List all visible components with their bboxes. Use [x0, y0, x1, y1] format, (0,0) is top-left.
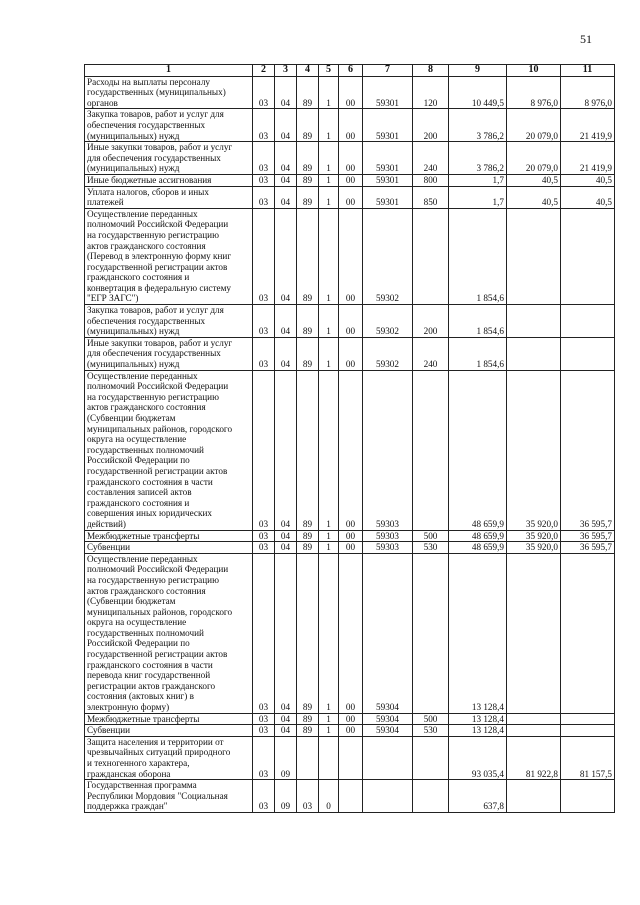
cell-col-7	[363, 780, 413, 813]
cell-col-10: 35 920,0	[507, 530, 561, 542]
cell-col-7: 59303	[363, 530, 413, 542]
table-row	[85, 542, 615, 554]
cell-col-10	[507, 725, 561, 737]
row-description: Иные закупки товаров, работ и услуг для обеспечения государственных (муниципальных) нужд	[85, 337, 253, 370]
cell-col-2: 03	[253, 370, 275, 530]
row-description: Осуществление переданных полномочий Российской Федерации на государственную регистрацию актов гражданского состояния (Перевод в электронную форму книг государственной регистрации актов гражданского состояния и конвертация в федеральную систему "ЕГР ЗАГС")	[85, 208, 253, 304]
cell-col-10	[507, 713, 561, 725]
cell-col-5: 1	[319, 305, 339, 338]
cell-col-6: 00	[339, 208, 363, 304]
cell-col-4: 89	[297, 186, 319, 208]
cell-col-6: 00	[339, 530, 363, 542]
cell-col-9: 48 659,9	[449, 530, 507, 542]
cell-col-2: 03	[253, 553, 275, 713]
cell-col-9: 637,8	[449, 780, 507, 813]
row-description: Иные закупки товаров, работ и услуг для обеспечения государственных (муниципальных) нужд	[85, 142, 253, 175]
cell-col-8: 800	[413, 174, 449, 186]
cell-col-7: 59304	[363, 725, 413, 737]
table-row	[85, 142, 615, 175]
cell-col-10: 81 922,8	[507, 736, 561, 779]
cell-col-3: 04	[275, 186, 297, 208]
cell-col-2: 03	[253, 725, 275, 737]
row-description: Межбюджетные трансферты	[85, 530, 253, 542]
header-row	[85, 65, 615, 77]
cell-col-4: 89	[297, 530, 319, 542]
cell-col-9: 1 854,6	[449, 208, 507, 304]
cell-col-6: 00	[339, 142, 363, 175]
cell-col-6: 00	[339, 305, 363, 338]
cell-col-4: 89	[297, 208, 319, 304]
cell-col-3: 04	[275, 370, 297, 530]
cell-col-10: 35 920,0	[507, 542, 561, 554]
cell-col-8: 500	[413, 530, 449, 542]
cell-col-7: 59304	[363, 553, 413, 713]
cell-col-10: 20 079,0	[507, 142, 561, 175]
column-header-9: 9	[449, 65, 507, 77]
table-row	[85, 780, 615, 813]
cell-col-2: 03	[253, 208, 275, 304]
table-row	[85, 553, 615, 713]
cell-col-8: 200	[413, 109, 449, 142]
cell-col-8: 200	[413, 305, 449, 338]
cell-col-3: 04	[275, 76, 297, 109]
cell-col-6: 00	[339, 174, 363, 186]
cell-col-3: 04	[275, 142, 297, 175]
cell-col-2: 03	[253, 337, 275, 370]
cell-col-10	[507, 553, 561, 713]
cell-col-3: 04	[275, 208, 297, 304]
cell-col-7: 59301	[363, 109, 413, 142]
table-row	[85, 186, 615, 208]
cell-col-11: 81 157,5	[561, 736, 615, 779]
cell-col-11: 36 595,7	[561, 530, 615, 542]
table-row	[85, 713, 615, 725]
table-row	[85, 174, 615, 186]
cell-col-10: 8 976,0	[507, 76, 561, 109]
row-description: Государственная программа Республики Мордовия "Социальная поддержка граждан"	[85, 780, 253, 813]
cell-col-4: 89	[297, 305, 319, 338]
cell-col-11: 36 595,7	[561, 542, 615, 554]
cell-col-3: 04	[275, 542, 297, 554]
cell-col-10: 35 920,0	[507, 370, 561, 530]
cell-col-5: 1	[319, 109, 339, 142]
column-header-1: 1	[85, 65, 253, 77]
cell-col-9: 13 128,4	[449, 725, 507, 737]
cell-col-5: 1	[319, 713, 339, 725]
cell-col-3: 04	[275, 725, 297, 737]
cell-col-10	[507, 208, 561, 304]
column-header-11: 11	[561, 65, 615, 77]
column-header-8: 8	[413, 65, 449, 77]
table-row	[85, 530, 615, 542]
cell-col-2: 03	[253, 109, 275, 142]
cell-col-9: 13 128,4	[449, 713, 507, 725]
cell-col-8: 500	[413, 713, 449, 725]
cell-col-6: 00	[339, 542, 363, 554]
cell-col-5: 1	[319, 337, 339, 370]
cell-col-11	[561, 208, 615, 304]
cell-col-3: 09	[275, 736, 297, 779]
row-description: Иные бюджетные ассигнования	[85, 174, 253, 186]
cell-col-4: 89	[297, 725, 319, 737]
cell-col-4: 89	[297, 542, 319, 554]
table-header	[85, 65, 615, 77]
column-header-3: 3	[275, 65, 297, 77]
cell-col-2: 03	[253, 780, 275, 813]
cell-col-5: 0	[319, 780, 339, 813]
cell-col-7: 59301	[363, 186, 413, 208]
row-description: Закупка товаров, работ и услуг для обеспечения государственных (муниципальных) нужд	[85, 305, 253, 338]
cell-col-9: 13 128,4	[449, 553, 507, 713]
cell-col-10: 40,5	[507, 186, 561, 208]
cell-col-5: 1	[319, 542, 339, 554]
cell-col-9: 1 854,6	[449, 337, 507, 370]
row-description: Субвенции	[85, 725, 253, 737]
cell-col-6	[339, 780, 363, 813]
cell-col-5: 1	[319, 530, 339, 542]
cell-col-4: 89	[297, 370, 319, 530]
cell-col-7: 59303	[363, 370, 413, 530]
cell-col-3: 04	[275, 530, 297, 542]
row-description: Расходы на выплаты персоналу государственных (муниципальных) органов	[85, 76, 253, 109]
cell-col-5: 1	[319, 725, 339, 737]
column-header-7: 7	[363, 65, 413, 77]
cell-col-10	[507, 337, 561, 370]
cell-col-4: 89	[297, 142, 319, 175]
cell-col-6: 00	[339, 370, 363, 530]
cell-col-9: 3 786,2	[449, 142, 507, 175]
cell-col-2: 03	[253, 530, 275, 542]
cell-col-7: 59302	[363, 337, 413, 370]
cell-col-9: 1 854,6	[449, 305, 507, 338]
table-row	[85, 337, 615, 370]
cell-col-2: 03	[253, 76, 275, 109]
page-number: 51	[580, 32, 592, 46]
cell-col-2: 03	[253, 142, 275, 175]
cell-col-8: 530	[413, 725, 449, 737]
cell-col-9: 48 659,9	[449, 542, 507, 554]
cell-col-11: 40,5	[561, 186, 615, 208]
cell-col-7: 59301	[363, 142, 413, 175]
table-row	[85, 109, 615, 142]
cell-col-4: 89	[297, 174, 319, 186]
cell-col-6: 00	[339, 713, 363, 725]
cell-col-11	[561, 713, 615, 725]
cell-col-10: 20 079,0	[507, 109, 561, 142]
table-row	[85, 370, 615, 530]
cell-col-8: 240	[413, 337, 449, 370]
table-row	[85, 76, 615, 109]
cell-col-5: 1	[319, 370, 339, 530]
column-header-2: 2	[253, 65, 275, 77]
cell-col-11	[561, 337, 615, 370]
cell-col-6: 00	[339, 109, 363, 142]
cell-col-11	[561, 305, 615, 338]
table-row	[85, 736, 615, 779]
cell-col-3: 04	[275, 337, 297, 370]
cell-col-11	[561, 553, 615, 713]
cell-col-4: 89	[297, 337, 319, 370]
cell-col-4: 89	[297, 76, 319, 109]
cell-col-2: 03	[253, 542, 275, 554]
budget-table	[84, 64, 615, 813]
cell-col-11: 36 595,7	[561, 370, 615, 530]
table-body	[85, 76, 615, 812]
cell-col-3: 04	[275, 553, 297, 713]
cell-col-5: 1	[319, 76, 339, 109]
cell-col-8	[413, 736, 449, 779]
cell-col-8: 120	[413, 76, 449, 109]
cell-col-9: 1,7	[449, 186, 507, 208]
column-header-10: 10	[507, 65, 561, 77]
cell-col-4: 89	[297, 109, 319, 142]
cell-col-11	[561, 780, 615, 813]
column-header-5: 5	[319, 65, 339, 77]
cell-col-10: 40,5	[507, 174, 561, 186]
cell-col-8	[413, 370, 449, 530]
cell-col-8	[413, 553, 449, 713]
cell-col-4	[297, 736, 319, 779]
cell-col-8	[413, 780, 449, 813]
cell-col-6: 00	[339, 725, 363, 737]
cell-col-7: 59301	[363, 174, 413, 186]
cell-col-11: 21 419,9	[561, 109, 615, 142]
cell-col-5	[319, 736, 339, 779]
cell-col-5: 1	[319, 553, 339, 713]
cell-col-5: 1	[319, 208, 339, 304]
cell-col-9: 93 035,4	[449, 736, 507, 779]
cell-col-6: 00	[339, 337, 363, 370]
cell-col-8: 530	[413, 542, 449, 554]
cell-col-7: 59302	[363, 208, 413, 304]
cell-col-5: 1	[319, 186, 339, 208]
cell-col-2: 03	[253, 736, 275, 779]
cell-col-7: 59302	[363, 305, 413, 338]
table-row	[85, 305, 615, 338]
cell-col-9: 1,7	[449, 174, 507, 186]
row-description: Уплата налогов, сборов и иных платежей	[85, 186, 253, 208]
cell-col-3: 04	[275, 305, 297, 338]
cell-col-10	[507, 780, 561, 813]
row-description: Закупка товаров, работ и услуг для обеспечения государственных (муниципальных) нужд	[85, 109, 253, 142]
cell-col-11: 8 976,0	[561, 76, 615, 109]
row-description: Субвенции	[85, 542, 253, 554]
cell-col-6	[339, 736, 363, 779]
column-header-6: 6	[339, 65, 363, 77]
cell-col-9: 10 449,5	[449, 76, 507, 109]
cell-col-11: 21 419,9	[561, 142, 615, 175]
cell-col-7: 59304	[363, 713, 413, 725]
cell-col-8	[413, 208, 449, 304]
row-description: Осуществление переданных полномочий Российской Федерации на государственную регистрацию актов гражданского состояния (Субвенции бюджетам муниципальных районов, городского округа на осуществление государственных полномочий Российской Федерации по государственной регистрации актов гражданского состояния в части перевода книг государственной регистрации актов гражданского состояния (актовых книг) в электронную форму)	[85, 553, 253, 713]
cell-col-4: 03	[297, 780, 319, 813]
cell-col-4: 89	[297, 553, 319, 713]
cell-col-5: 1	[319, 174, 339, 186]
cell-col-3: 04	[275, 174, 297, 186]
table-row	[85, 725, 615, 737]
row-description: Межбюджетные трансферты	[85, 713, 253, 725]
cell-col-6: 00	[339, 553, 363, 713]
cell-col-3: 09	[275, 780, 297, 813]
cell-col-8: 850	[413, 186, 449, 208]
cell-col-3: 04	[275, 713, 297, 725]
table-row	[85, 208, 615, 304]
cell-col-7: 59301	[363, 76, 413, 109]
cell-col-9: 48 659,9	[449, 370, 507, 530]
cell-col-3: 04	[275, 109, 297, 142]
cell-col-8: 240	[413, 142, 449, 175]
cell-col-6: 00	[339, 186, 363, 208]
cell-col-2: 03	[253, 305, 275, 338]
cell-col-2: 03	[253, 713, 275, 725]
row-description: Защита населения и территории от чрезвычайных ситуаций природного и техногенного характера, гражданская оборона	[85, 736, 253, 779]
cell-col-2: 03	[253, 186, 275, 208]
cell-col-6: 00	[339, 76, 363, 109]
cell-col-7	[363, 736, 413, 779]
cell-col-11	[561, 725, 615, 737]
cell-col-9: 3 786,2	[449, 109, 507, 142]
cell-col-11: 40,5	[561, 174, 615, 186]
cell-col-2: 03	[253, 174, 275, 186]
row-description: Осуществление переданных полномочий Российской Федерации на государственную регистрацию актов гражданского состояния (Субвенции бюджетам муниципальных районов, городского округа на осуществление государственных полномочий Российской Федерации по государственной регистрации актов гражданского состояния в части составления записей актов гражданского состояния и совершения иных юридических действий)	[85, 370, 253, 530]
cell-col-7: 59303	[363, 542, 413, 554]
cell-col-5: 1	[319, 142, 339, 175]
column-header-4: 4	[297, 65, 319, 77]
cell-col-4: 89	[297, 713, 319, 725]
cell-col-10	[507, 305, 561, 338]
